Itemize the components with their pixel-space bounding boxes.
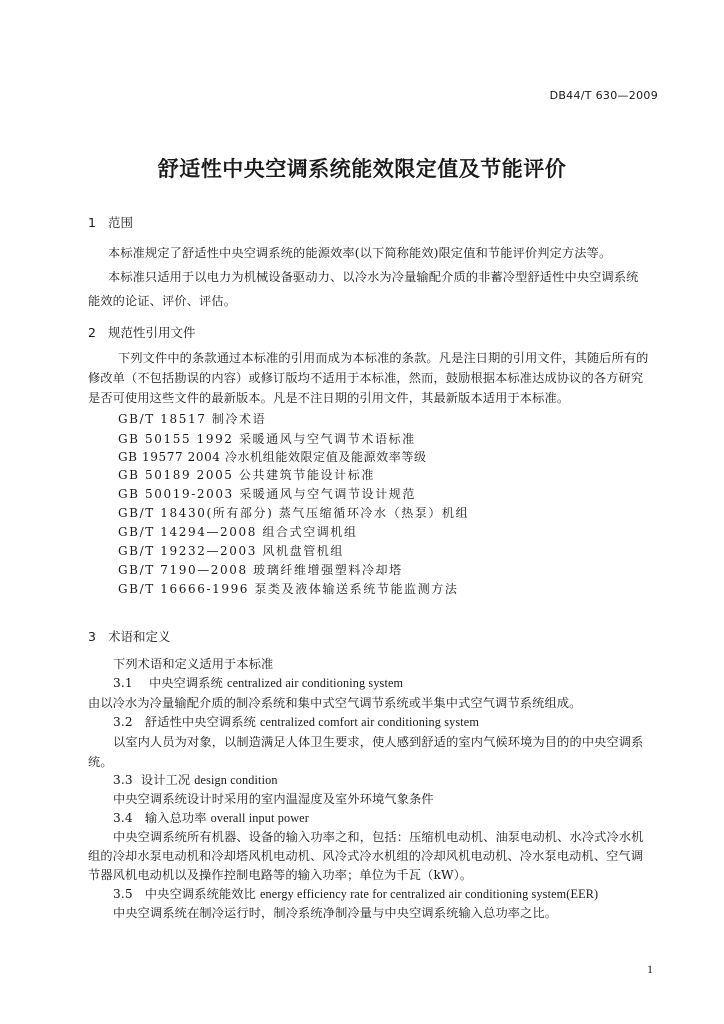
term-3-2 xyxy=(113,713,479,730)
term-number: 3.1 xyxy=(113,676,133,690)
section-number: 2 xyxy=(88,325,96,340)
section-number: 3 xyxy=(88,629,96,644)
reference-item: GB/T 16666-1996 泵类及液体输送系统节能监测方法 xyxy=(118,582,459,596)
reference-item: GB/T 18430(所有部分) 蒸气压缩循环冷水（热泵）机组 xyxy=(118,506,470,520)
term-definition: 由以冷水为冷量输配介质的制冷系统和集中式空气调节系统或半集中式空气调节系统组成。 xyxy=(88,696,582,710)
term-number: 3.2 xyxy=(113,715,133,729)
page-title: 舒适性中央空调系统能效限定值及节能评价 xyxy=(157,157,567,181)
term-definition-line: 统。 xyxy=(88,755,113,769)
reference-item: GB 50019-2003 采暖通风与空气调节设计规范 xyxy=(118,487,417,501)
document-number: DB44/T 630—2009 xyxy=(549,89,658,102)
paragraph: 本标准规定了舒适性中央空调系统的能源效率(以下简称能效)限定值和节能评价判定方法等。 xyxy=(108,246,612,260)
term-definition-line: 以室内人员为对象，以制造满足人体卫生要求，使人感到舒适的室内气候环境为目的的中央空调系 xyxy=(113,735,644,749)
term-chinese: 输入总功率 xyxy=(144,811,207,825)
page-number: 1 xyxy=(647,962,653,976)
paragraph-line: 本标准只适用于以电力为机械设备驱动力、以冷水为冷量输配介质的非蓄冷型舒适性中央空调系统 xyxy=(108,270,639,284)
section-title: 范围 xyxy=(107,215,133,230)
term-number: 3.3 xyxy=(113,773,133,787)
section-number: 1 xyxy=(88,215,96,230)
term-chinese: 设计工况 xyxy=(140,773,191,787)
reference-item: GB 50155 1992 采暖通风与空气调节术语标准 xyxy=(118,432,416,446)
section-1-heading xyxy=(88,213,133,231)
term-3-4 xyxy=(113,809,309,826)
term-chinese: 中央空调系统 xyxy=(148,676,223,690)
reference-item: GB/T 7190—2008 玻璃纤维增强塑料冷却塔 xyxy=(118,563,403,577)
term-english: centralized comfort air conditioning system xyxy=(260,715,479,729)
paragraph-line: 下列文件中的条款通过本标准的引用而成为本标准的条款。凡是注日期的引用文件，其随后所有的 xyxy=(118,351,649,365)
term-english: overall input power xyxy=(210,811,309,825)
term-3-1 xyxy=(113,674,403,691)
term-number: 3.5 xyxy=(113,887,133,901)
reference-item: GB/T 18517 制冷术语 xyxy=(118,412,267,426)
section-2-heading xyxy=(88,323,196,341)
term-3-5 xyxy=(113,885,598,902)
paragraph-line: 是否可使用这些文件的最新版本。凡是不注日期的引用文件，其最新版本适用于本标准。 xyxy=(88,391,570,405)
term-number: 3.4 xyxy=(113,811,133,825)
term-definition: 中央空调系统在制冷运行时，制冷系统净制冷量与中央空调系统输入总功率之比。 xyxy=(113,906,558,920)
paragraph-line: 修改单（不包括勘误的内容）或修订版均不适用于本标准，然而，鼓励根据本标准达成协议的各方研究 xyxy=(88,371,644,385)
term-english: energy efficiency rate for centralized air conditioning system(EER) xyxy=(260,887,599,901)
reference-item: GB/T 19232—2003 风机盘管机组 xyxy=(118,544,344,558)
reference-item: GB 19577 2004 冷水机组能效限定值及能源效率等级 xyxy=(118,450,427,464)
section-title: 规范性引用文件 xyxy=(107,325,196,340)
term-definition-line: 节器风机电动机以及操作控制电路等的输入功率；单位为千瓦（kW）。 xyxy=(88,868,473,882)
term-english: centralized air conditioning system xyxy=(227,676,404,690)
term-chinese: 中央空调系统能效比 xyxy=(144,887,256,901)
term-english: design condition xyxy=(194,773,278,787)
reference-item: GB/T 14294—2008 组合式空调机组 xyxy=(118,525,358,539)
term-definition-line: 组的冷却水泵电动机和冷却塔风机电动机、风冷式冷水机组的冷却风机电动机、冷水泵电动机、空气调 xyxy=(88,849,644,863)
reference-item: GB 50189 2005 公共建筑节能设计标准 xyxy=(118,468,375,482)
paragraph-line: 能效的论证、评价、评估。 xyxy=(88,294,237,308)
term-chinese: 舒适性中央空调系统 xyxy=(144,715,256,729)
section-3-heading xyxy=(88,627,171,645)
term-3-3 xyxy=(113,771,278,788)
paragraph: 下列术语和定义适用于本标准 xyxy=(113,657,274,671)
term-definition: 中央空调系统设计时采用的室内温湿度及室外环境气象条件 xyxy=(113,792,434,806)
section-title: 术语和定义 xyxy=(107,629,171,644)
term-definition-line: 中央空调系统所有机器、设备的输入功率之和，包括：压缩机电动机、油泵电动机、水冷式冷水机 xyxy=(113,830,644,844)
